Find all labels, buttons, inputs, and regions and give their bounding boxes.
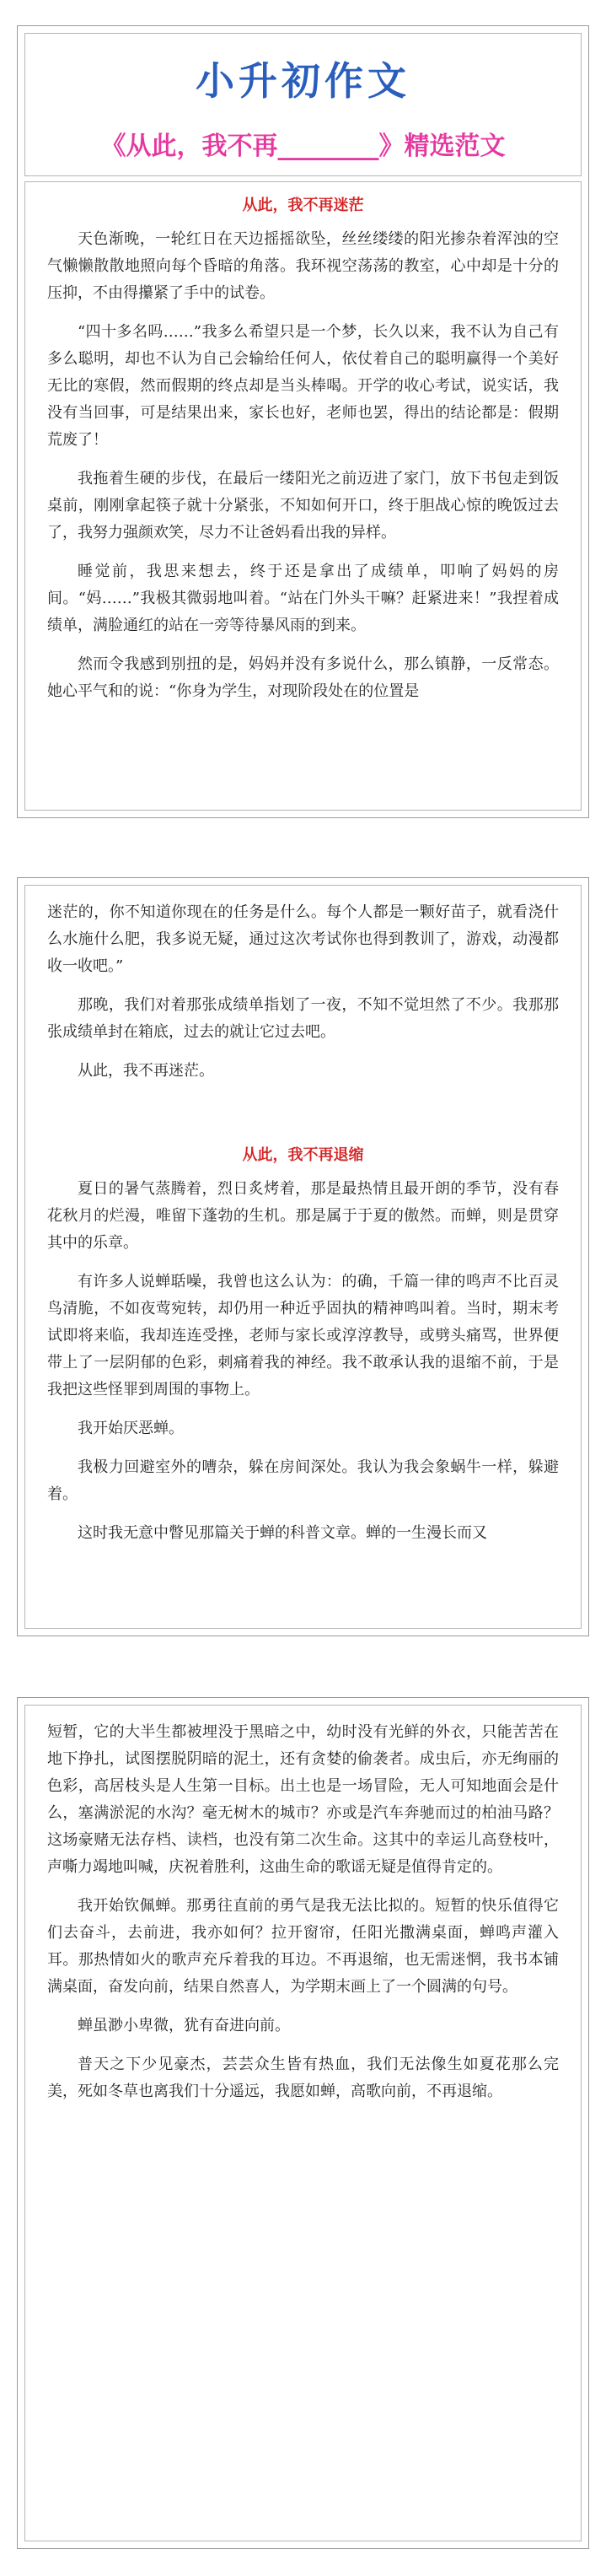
essay-2-paragraph-continued: 短暂，它的大半生都被埋没于黑暗之中，幼时没有光鲜的外衣，只能苦苦在地下挣扎，试图摆脱阴暗的泥土，还有贪婪的偷袭者。成虫后，亦无绚丽的色彩，高居枝头是人生第一目标。出土也是一场冒险，无人可知地面会是什么，塞满淤泥的水沟？毫无树木的城市？亦或是汽车奔驰而过的柏油马路？这场豪赌无法存档、读档，也没有第二次生命。这其中的幸运儿高登枝叶，声嘶力竭地叫喊，庆祝着胜利，这曲生命的歌谣无疑是值得肯定的。 [47,1723,559,1876]
essay-1-paragraph: 然而令我感到别扭的是，妈妈并没有多说什么，那么镇静，一反常态。她心平气和的说：“你身为学生，对现阶段处在的位置是 [47,655,559,700]
essay-1-paragraph: “四十多名吗……”我多么希望只是一个梦，长久以来，我不认为自己有多么聪明，却也不认为自己会输给任何人，依仗着自己的聪明赢得一个美好无比的寒假，然而假期的终点却是当头棒喝。开学的收心考试，说实话，我没有当回事，可是结果出来，家长也好，老师也罢，得出的结论都是：假期荒废了！ [47,323,559,449]
essay-1-title: 从此，我不再迷茫 [242,197,364,214]
essay-2-title: 从此，我不再退缩 [242,1146,364,1164]
essay-1-paragraph: 我拖着生硬的步伐，在最后一缕阳光之前迈进了家门，放下书包走到饭桌前，刚刚拿起筷子就十分紧张，不知如何开口，终于胆战心惊的晚饭过去了，我努力强颜欢笑，尽力不让爸妈看出我的异样。 [47,470,559,542]
page-subtitle: 《从此，我不再________》精选范文 [100,132,506,161]
essay-1-paragraph: 睡觉前，我思来想去，终于还是拿出了成绩单，叩响了妈妈的房间。“妈……”我极其微弱地叫着。“站在门外头干嘛？赶紧进来！”我捏着成绩单，满脸通红的站在一旁等待暴风雨的到来。 [47,563,559,634]
page-title: 小升初作文 [196,58,410,104]
content-box-1 [24,181,582,811]
essay-1-paragraph-continued: 迷茫的，你不知道你现在的任务是什么。每个人都是一颗好苗子，就看浇什么水施什么肥，我多说无疑，通过这次考试你也得到教训了，游戏，动漫都收一收吧。” [47,903,559,975]
essay-1-closing-line: 从此，我不再迷茫。 [78,1062,214,1080]
essay-2-closing-paragraph: 普天之下少见豪杰，芸芸众生皆有热血，我们无法像生如夏花那么完美，死如冬草也离我们十分遥远，我愿如蝉，高歌向前，不再退缩。 [47,2056,559,2100]
header-box [24,33,582,176]
essay-2-paragraph: 这时我无意中瞥见那篇关于蝉的科普文章。蝉的一生漫长而又 [78,1524,487,1542]
content-box-2 [24,885,582,1629]
essay-1-paragraph: 那晚，我们对着那张成绩单指划了一夜，不知不觉坦然了不少。我那那张成绩单封在箱底，过去的就让它过去吧。 [47,996,559,1041]
page-2 [17,877,589,1636]
essay-2-paragraph: 我开始钦佩蝉。那勇往直前的勇气是我无法比拟的。短暂的快乐值得它们去奋斗，去前进，我亦如何？拉开窗帘，任阳光撒满桌面，蝉鸣声灌入耳。那热情如火的歌声充斥着我的耳边。不再退缩，也无需迷惘，我书本铺满桌面，奋发向前，结果自然喜人，为学期末画上了一个圆满的句号。 [47,1897,559,1996]
essay-2-paragraph: 我极力回避室外的嘈杂，躲在房间深处。我认为我会象蜗牛一样，躲避着。 [47,1458,559,1503]
essay-2-paragraph: 有许多人说蝉聒噪，我曾也这么认为：的确，千篇一律的鸣声不比百灵鸟清脆，不如夜莺宛转，却仍用一种近乎固执的精神鸣叫着。当时，期末考试即将来临，我却连连受挫，老师与家长或淳淳教导，或劈头痛骂，世界便带上了一层阴郁的色彩，刺痛着我的神经。我不敢承认我的退缩不前，于是我把这些怪罪到周围的事物上。 [47,1273,559,1398]
content-box-3 [24,1705,582,2541]
page-1 [17,25,589,818]
essay-2-paragraph: 蝉虽渺小卑微，犹有奋进向前。 [78,2017,290,2034]
essay-1-paragraph: 天色渐晚，一轮红日在天边摇摇欲坠，丝丝缕缕的阳光掺杂着浑浊的空气懒懒散散地照向每个昏暗的角落。我环视空荡荡的教室，心中却是十分的压抑，不由得攥紧了手中的试卷。 [47,230,559,302]
page-3 [17,1697,589,2549]
essay-2-paragraph: 我开始厌恶蝉。 [78,1420,184,1437]
essay-2-paragraph: 夏日的暑气蒸腾着，烈日炙烤着，那是最热情且最开朗的季节，没有春花秋月的烂漫，唯留下蓬勃的生机。那是属于于夏的傲然。而蝉，则是贯穿其中的乐章。 [47,1180,559,1252]
